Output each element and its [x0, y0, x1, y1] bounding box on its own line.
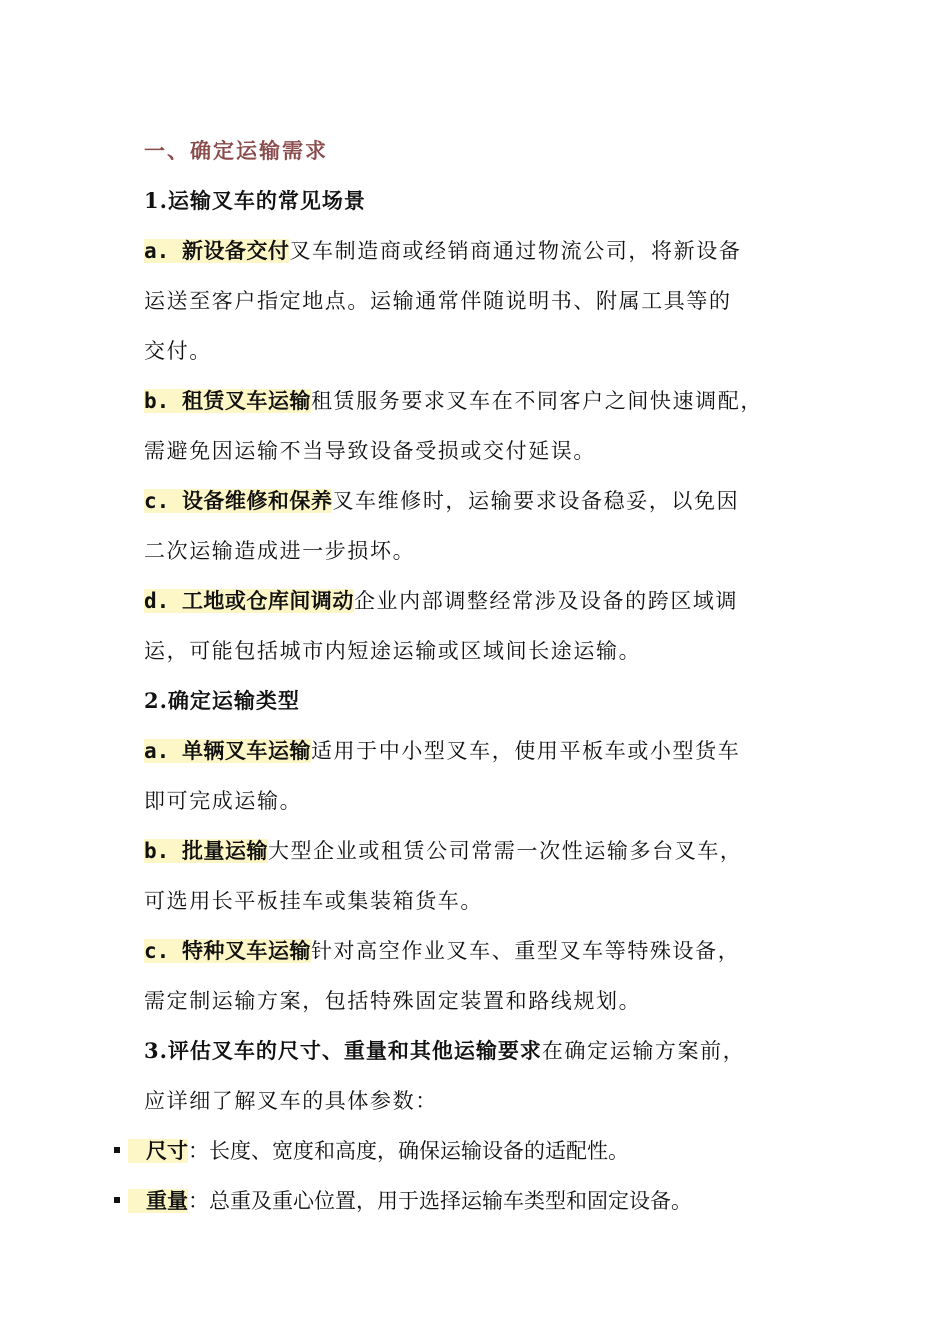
subsection-3-line2: 应详细了解叉车的具体参数：: [144, 1089, 438, 1113]
item-1b-highlight: [144, 389, 311, 413]
item-2c-text: 针对高空作业叉车、重型叉车等特殊设备，: [310, 939, 741, 963]
item-1b-marker: b.: [144, 389, 182, 413]
bullet-text-weight: ：总重及重心位置，用于选择运输车类型和固定设备。: [188, 1189, 692, 1213]
item-1a: [144, 236, 824, 266]
item-1a-line2: 运送至客户指定地点。运输通常伴随说明书、附属工具等的: [144, 289, 732, 313]
bullet-square-icon: [114, 1147, 120, 1153]
item-1d-marker: d.: [144, 589, 182, 613]
item-1c-label: 设备维修和保养: [181, 489, 333, 513]
item-1d-highlight: [144, 589, 354, 613]
item-2c: [144, 936, 824, 966]
bullet-label-weight: 重量: [128, 1189, 188, 1213]
item-2c-label: 特种叉车运输: [181, 939, 311, 963]
bullet-square-icon: [114, 1197, 120, 1203]
bullet-item-size: [114, 1136, 854, 1166]
subsection-3-text: 在确定运输方案前，: [541, 1039, 746, 1063]
item-2b-marker: b.: [144, 839, 182, 863]
item-1b: [144, 386, 824, 416]
item-1c-text: 叉车维修时，运输要求设备稳妥，以免因: [332, 489, 740, 513]
item-1d-line2: 运，可能包括城市内短途运输或区域间长途运输。: [144, 639, 642, 663]
bullet-label-size: 尺寸: [128, 1139, 188, 1163]
item-1b-line2: 需避免因运输不当导致设备受损或交付延误。: [144, 439, 596, 463]
item-1a-line3: 交付。: [144, 339, 212, 363]
item-1c-line2: 二次运输造成进一步损坏。: [144, 539, 416, 563]
item-2b-label: 批量运输: [181, 839, 268, 863]
item-1c-highlight: [144, 489, 332, 513]
subsection-3: [144, 1036, 824, 1066]
section-title: 一、确定运输需求: [144, 138, 328, 163]
item-1b-text: 租赁服务要求叉车在不同客户之间快速调配，: [310, 389, 763, 413]
subsection-3-title: 3.评估叉车的尺寸、重量和其他运输要求: [144, 1038, 542, 1063]
item-2b-highlight: [144, 839, 268, 863]
item-1a-highlight: [144, 239, 289, 263]
item-1d: [144, 586, 824, 616]
item-2c-line2: 需定制运输方案，包括特殊固定装置和路线规划。: [144, 989, 642, 1013]
item-2a-label: 单辆叉车运输: [181, 739, 311, 763]
item-1d-text: 企业内部调整经常涉及设备的跨区域调: [353, 589, 739, 613]
item-1c: [144, 486, 824, 516]
item-2c-highlight: [144, 939, 311, 963]
item-1d-label: 工地或仓库间调动: [181, 589, 354, 613]
item-2a-line2: 即可完成运输。: [144, 789, 303, 813]
item-2b-text: 大型企业或租赁公司常需一次性运输多台叉车，: [267, 839, 743, 863]
item-2c-marker: c.: [144, 939, 182, 963]
item-1c-marker: c.: [144, 489, 182, 513]
item-2a-text: 适用于中小型叉车，使用平板车或小型货车: [310, 739, 741, 763]
item-1a-marker: a.: [144, 239, 182, 263]
bullet-text-size: ：长度、宽度和高度，确保运输设备的适配性。: [188, 1139, 629, 1163]
item-2b-line2: 可选用长平板挂车或集装箱货车。: [144, 889, 483, 913]
item-2b: [144, 836, 824, 866]
bullet-item-weight: [114, 1186, 854, 1216]
subsection-1-title: 1.运输叉车的常见场景: [144, 188, 366, 213]
item-2a-marker: a.: [144, 739, 182, 763]
item-1a-label: 新设备交付: [181, 239, 290, 263]
item-2a: [144, 736, 824, 766]
subsection-2-title: 2.确定运输类型: [144, 688, 300, 713]
item-1a-text: 叉车制造商或经销商通过物流公司，将新设备: [289, 239, 742, 263]
item-1b-label: 租赁叉车运输: [181, 389, 311, 413]
item-2a-highlight: [144, 739, 311, 763]
